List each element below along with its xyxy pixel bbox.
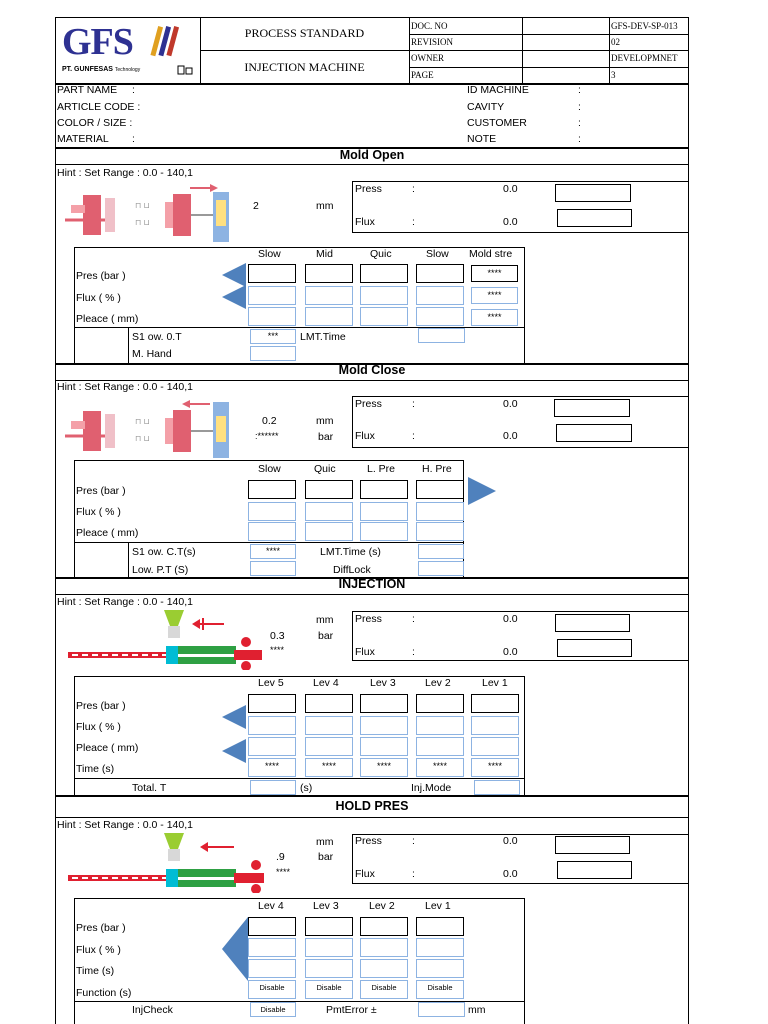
setting-value-field[interactable]: ****	[416, 758, 464, 777]
s1-field[interactable]: ****	[250, 544, 296, 559]
hold-pres-value: .9	[276, 851, 285, 863]
setting-input[interactable]	[305, 502, 353, 521]
pmterror-input[interactable]	[418, 1002, 465, 1017]
part-name-label: PART NAME	[57, 84, 118, 96]
doc-subtitle: INJECTION MACHINE	[244, 60, 365, 74]
m-hand-input[interactable]	[250, 346, 296, 361]
setting-input[interactable]	[248, 716, 296, 735]
setting-input[interactable]	[360, 694, 408, 713]
setting-input[interactable]	[360, 737, 408, 756]
customer-label: CUSTOMER	[467, 117, 527, 129]
setting-input[interactable]	[305, 694, 353, 713]
doc-no-value: GFS-DEV-SP-013	[611, 21, 678, 31]
setting-input[interactable]	[471, 737, 519, 756]
press-input[interactable]	[555, 184, 631, 202]
setting-input[interactable]	[305, 286, 353, 305]
setting-input[interactable]	[305, 480, 353, 499]
setting-input[interactable]	[248, 480, 296, 499]
total-t-input[interactable]	[250, 780, 296, 795]
injection-value: 0.3	[270, 630, 285, 642]
setting-input[interactable]	[248, 694, 296, 713]
stars-field[interactable]: ****	[471, 287, 518, 304]
setting-input[interactable]	[305, 716, 353, 735]
material-label: MATERIAL	[57, 133, 109, 145]
company-name: PT. GUNFESAS	[62, 66, 113, 73]
setting-input[interactable]	[416, 502, 464, 521]
setting-input[interactable]	[248, 286, 296, 305]
setting-input[interactable]	[416, 264, 464, 283]
hint-text: Hint : Set Range : 0.0 - 140,1	[57, 596, 193, 608]
injection-title: INJECTION	[338, 577, 406, 591]
press-flux-panel	[352, 181, 689, 233]
doc-title: PROCESS STANDARD	[244, 26, 365, 40]
press-flux-panel	[352, 396, 689, 448]
setting-input[interactable]	[305, 737, 353, 756]
setting-value-field[interactable]: Disable	[360, 980, 408, 999]
setting-input[interactable]	[416, 716, 464, 735]
setting-input[interactable]	[416, 959, 464, 978]
setting-input[interactable]	[305, 264, 353, 283]
press-flux-panel	[352, 611, 689, 661]
note-label: NOTE	[467, 133, 497, 145]
press-input[interactable]	[554, 399, 630, 417]
hint-text: Hint : Set Range : 0.0 - 140,1	[57, 167, 193, 179]
decrease-arrow-icon[interactable]	[222, 739, 246, 763]
setting-input[interactable]	[248, 959, 296, 978]
mold-open-title: Mold Open	[339, 148, 405, 162]
color-size-label: COLOR / SIZE :	[57, 117, 133, 129]
setting-input[interactable]	[305, 307, 353, 326]
owner-value: DEVELOPMNET	[611, 53, 678, 63]
hold-pres-diagram-icon	[66, 833, 266, 893]
press-flux-panel	[352, 834, 689, 884]
press-input[interactable]	[555, 836, 630, 854]
setting-input[interactable]	[305, 917, 353, 936]
setting-input[interactable]	[248, 522, 296, 541]
mold-close-diagram-icon	[65, 396, 245, 461]
mold-open-diagram-icon	[65, 180, 245, 245]
setting-value-field[interactable]: Disable	[248, 980, 296, 999]
increase-arrow-icon[interactable]	[468, 477, 496, 505]
setting-input[interactable]	[416, 917, 464, 936]
mold-open-value: 2	[253, 200, 259, 212]
setting-input[interactable]	[248, 737, 296, 756]
machine-mini-icon	[177, 64, 193, 76]
setting-input[interactable]	[248, 938, 296, 957]
decrease-arrow-icon[interactable]	[222, 263, 246, 287]
flux-input[interactable]	[557, 861, 632, 879]
hint-text: Hint : Set Range : 0.0 - 140,1	[57, 819, 193, 831]
difflock-input[interactable]	[418, 561, 464, 576]
hint-text: Hint : Set Range : 0.0 - 140,1	[57, 381, 193, 393]
setting-input[interactable]	[305, 959, 353, 978]
setting-value-field[interactable]: ****	[360, 758, 408, 777]
svg-text:⊓ ⊔: ⊓ ⊔	[135, 218, 150, 227]
doc-no-label: DOC. NO	[411, 21, 448, 31]
setting-input[interactable]	[360, 264, 408, 283]
setting-input[interactable]	[305, 938, 353, 957]
setting-input[interactable]	[416, 480, 464, 499]
logo-text: GFS	[62, 21, 133, 63]
setting-input[interactable]	[471, 694, 519, 713]
lmt-time-input[interactable]	[418, 544, 464, 559]
setting-input[interactable]	[360, 480, 408, 499]
decrease-arrow-icon[interactable]	[222, 285, 246, 309]
flux-input[interactable]	[556, 424, 632, 442]
setting-input[interactable]	[360, 938, 408, 957]
hold-pres-title: HOLD PRES	[335, 799, 409, 813]
lmt-time-input[interactable]	[418, 328, 465, 343]
setting-input[interactable]	[248, 264, 296, 283]
svg-text:⊓ ⊔: ⊓ ⊔	[135, 201, 150, 210]
setting-value-field[interactable]: ****	[471, 758, 519, 777]
page-label: PAGE	[411, 70, 434, 80]
setting-input[interactable]	[248, 502, 296, 521]
setting-input[interactable]	[416, 694, 464, 713]
setting-input[interactable]	[248, 307, 296, 326]
setting-input[interactable]	[248, 917, 296, 936]
setting-value-field[interactable]: Disable	[416, 980, 464, 999]
setting-input[interactable]	[305, 522, 353, 541]
setting-value-field[interactable]: Disable	[305, 980, 353, 999]
press-input[interactable]	[555, 614, 630, 632]
decrease-arrow-icon[interactable]	[222, 917, 248, 981]
mold-close-title: Mold Close	[338, 363, 406, 377]
logo-emblem-icon	[148, 22, 192, 62]
company-suffix: Technology	[114, 67, 141, 73]
setting-input[interactable]	[416, 938, 464, 957]
injection-diagram-icon	[66, 610, 266, 670]
s1-field[interactable]: ***	[250, 329, 296, 344]
setting-input[interactable]	[360, 522, 408, 541]
setting-input[interactable]	[360, 917, 408, 936]
setting-input[interactable]	[416, 307, 464, 326]
setting-input[interactable]	[416, 286, 464, 305]
setting-input[interactable]	[360, 307, 408, 326]
flux-input[interactable]	[557, 209, 632, 227]
revision-value: 02	[611, 37, 620, 47]
article-code-label: ARTICLE CODE :	[57, 101, 141, 113]
setting-input[interactable]	[416, 522, 464, 541]
decrease-arrow-icon[interactable]	[222, 705, 246, 729]
revision-label: REVISION	[411, 37, 453, 47]
info-block	[55, 84, 689, 148]
cavity-label: CAVITY	[467, 101, 505, 113]
svg-text:⊓ ⊔: ⊓ ⊔	[135, 417, 150, 426]
inj-mode-input[interactable]	[474, 780, 520, 795]
mold-close-value: 0.2	[262, 415, 277, 427]
setting-value-field[interactable]: ****	[305, 758, 353, 777]
stars-field[interactable]: ****	[471, 265, 518, 282]
id-machine-label: ID MACHINE	[467, 84, 529, 96]
setting-input[interactable]	[360, 716, 408, 735]
low-pt-input[interactable]	[250, 561, 296, 576]
flux-input[interactable]	[557, 639, 632, 657]
setting-input[interactable]	[360, 502, 408, 521]
owner-label: OWNER	[411, 53, 444, 63]
setting-value-field[interactable]: ****	[248, 758, 296, 777]
svg-text:⊓ ⊔: ⊓ ⊔	[135, 434, 150, 443]
setting-input[interactable]	[360, 286, 408, 305]
setting-input[interactable]	[416, 737, 464, 756]
injcheck-select[interactable]: Disable	[250, 1002, 296, 1017]
company-logo	[60, 20, 196, 82]
setting-input[interactable]	[471, 716, 519, 735]
page-value: 3	[611, 70, 616, 80]
stars-field[interactable]: ****	[471, 309, 518, 326]
setting-input[interactable]	[360, 959, 408, 978]
